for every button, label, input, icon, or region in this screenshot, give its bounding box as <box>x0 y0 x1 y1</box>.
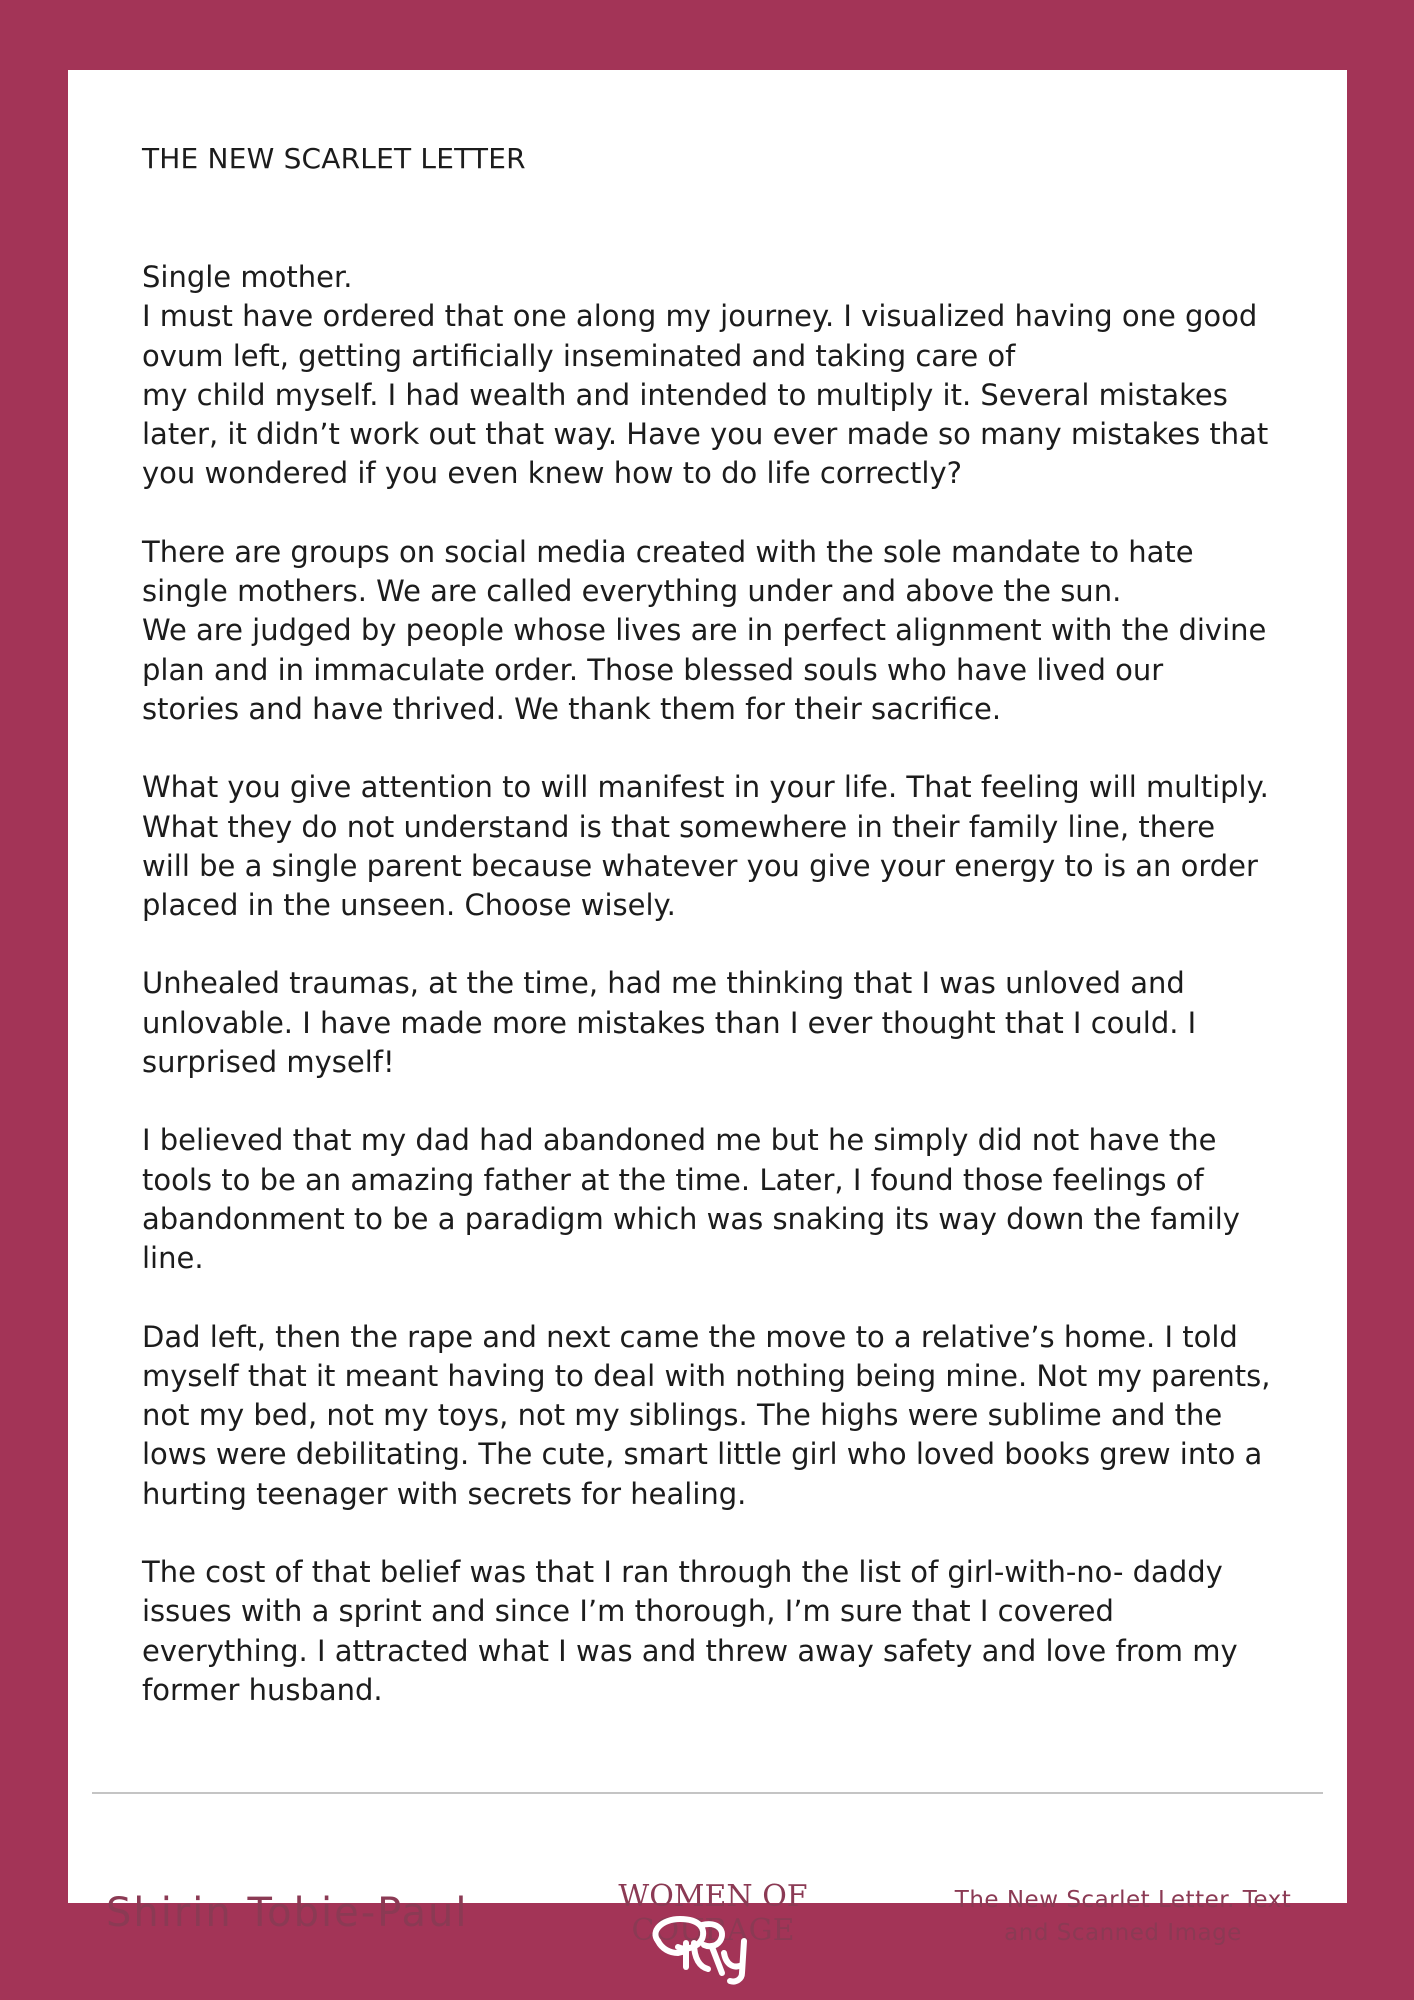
caption-line-2: and Scanned Image <box>1004 1920 1242 1946</box>
text-line: lows were debilitating. The cute, smart little girl who loved books grew into a <box>142 1437 1263 1472</box>
text-line: I must have ordered that one along my journey. I visualized having one good <box>142 299 1258 334</box>
paragraph <box>142 1121 1302 1278</box>
paragraph <box>142 533 1302 729</box>
footer-caption <box>918 1884 1328 1950</box>
text-line: What they do not understand is that somewhere in their family line, there <box>142 809 1216 844</box>
text-line: Unhealed traumas, at the time, had me thinking that I was unloved and <box>142 966 1185 1001</box>
text-line: will be a single parent because whatever you give your energy to is an order <box>142 848 1258 883</box>
text-line: my child myself. I had wealth and intended to multiply it. Several mistakes <box>142 377 1228 412</box>
paragraph <box>142 768 1302 925</box>
text-line: single mothers. We are called everything under and above the sun. <box>142 574 1122 609</box>
text-line: I believed that my dad had abandoned me but he simply did not have the <box>142 1123 1217 1158</box>
text-line: Dad left, then the rape and next came the move to a relative’s home. I told <box>142 1319 1238 1354</box>
brand-line-1: WOMEN OF <box>618 1879 808 1914</box>
text-line: hurting teenager with secrets for healing. <box>142 1476 747 1511</box>
text-line: There are groups on social media created with the sole mandate to hate <box>142 534 1194 569</box>
author-name: Shirin Tobie-Paul <box>106 1890 469 1936</box>
text-line: ovum left, getting artificially inseminated and taking care of <box>142 338 1016 373</box>
brand-line-2: COURAGE <box>631 1913 795 1948</box>
paragraph <box>142 1318 1302 1514</box>
text-line: later, it didn’t work out that way. Have you ever made so many mistakes that <box>142 417 1269 452</box>
text-line: line. <box>142 1241 204 1276</box>
text-line: surprised myself! <box>142 1045 395 1080</box>
text-line: not my bed, not my toys, not my siblings. The highs were sublime and the <box>142 1398 1223 1433</box>
text-line: The cost of that belief was that I ran through the list of girl-with-no- daddy <box>142 1555 1223 1590</box>
text-line: you wondered if you even knew how to do life correctly? <box>142 456 963 491</box>
paragraph <box>142 258 1302 494</box>
text-line: abandonment to be a paradigm which was snaking its way down the family <box>142 1201 1240 1236</box>
text-line: everything. I attracted what I was and threw away safety and love from my <box>142 1633 1238 1668</box>
text-line: Single mother. <box>142 260 353 294</box>
document-page <box>68 70 1347 1948</box>
paragraph <box>142 1553 1302 1710</box>
document-title: THE NEW SCARLET LETTER <box>142 142 526 175</box>
text-line: What you give attention to will manifest in your life. That feeling will multiply. <box>142 770 1269 805</box>
signature-logo-icon <box>646 1913 766 1989</box>
text-line: former husband. <box>142 1672 383 1707</box>
text-line: unlovable. I have made more mistakes than I ever thought that I could. I <box>142 1005 1197 1040</box>
text-line: stories and have thrived. We thank them for their sacrifice. <box>142 691 1002 726</box>
paragraph <box>142 964 1302 1082</box>
text-line: tools to be an amazing father at the time. Later, I found those feelings of <box>142 1162 1204 1197</box>
text-line: myself that it meant having to deal with nothing being mine. Not my parents, <box>142 1358 1271 1393</box>
document-body <box>142 258 1302 1749</box>
footer-divider <box>92 1792 1323 1794</box>
caption-line-1: The New Scarlet Letter. Text <box>954 1887 1292 1913</box>
text-line: plan and in immaculate order. Those blessed souls who have lived our <box>142 652 1164 687</box>
text-line: placed in the unseen. Choose wisely. <box>142 888 676 923</box>
text-line: We are judged by people whose lives are in perfect alignment with the divine <box>142 613 1267 648</box>
text-line: issues with a sprint and since I’m thorough, I’m sure that I covered <box>142 1594 1114 1629</box>
